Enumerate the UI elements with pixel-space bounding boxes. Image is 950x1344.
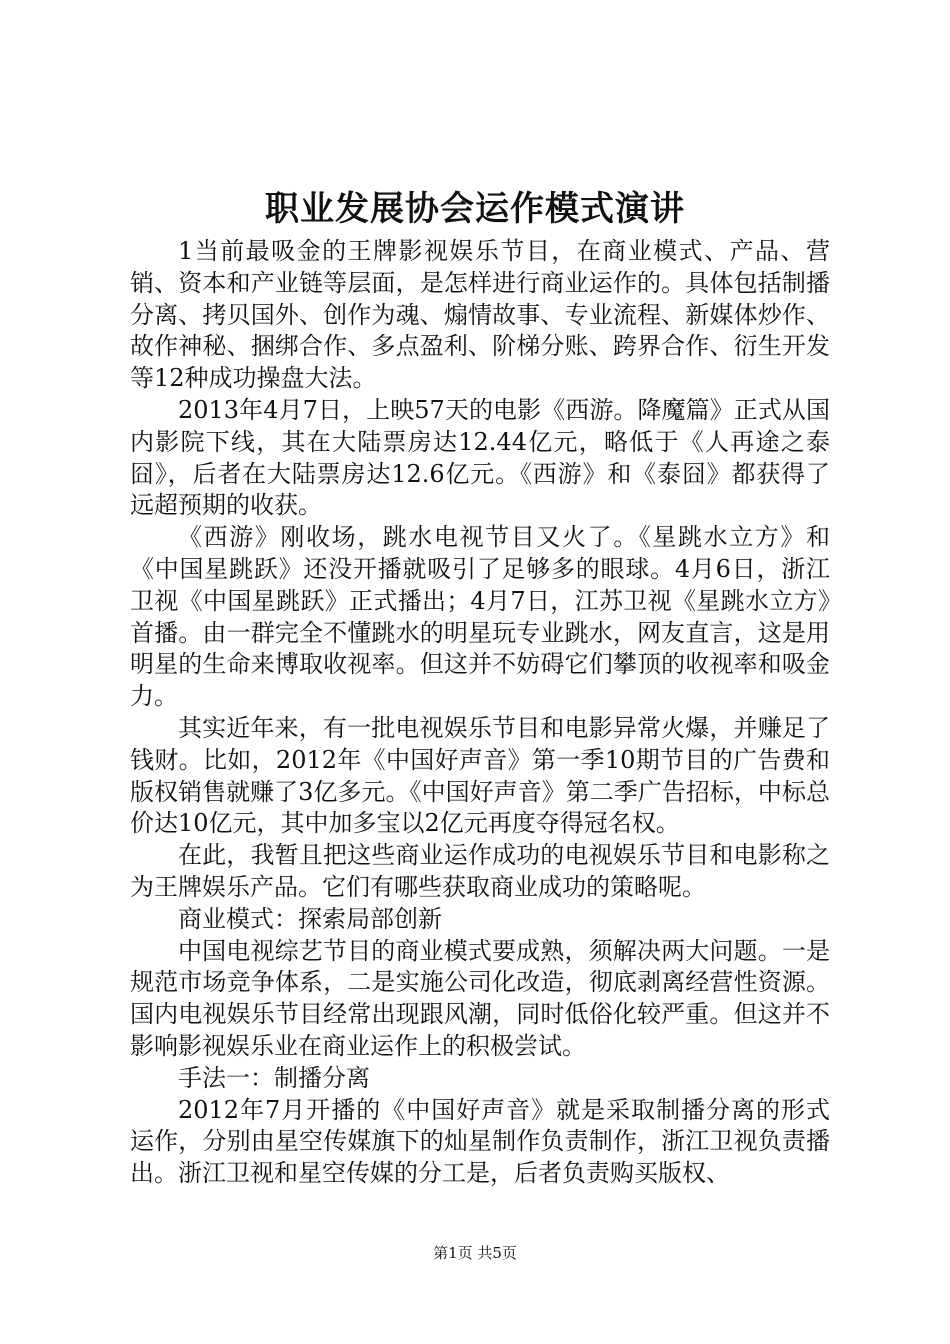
paragraph: 2013年4月7日，上映57天的电影《西游。降魔篇》正式从国内影院下线，其在大陆票房达12.44亿元，略低于《人再途之泰囧》，后者在大陆票房达12.6亿元。《西游》和《泰囧》都获得了远超预期的收获。	[130, 395, 830, 520]
section-heading: 手法一：制播分离	[178, 1063, 370, 1092]
paragraph: 其实近年来，有一批电视娱乐节目和电影异常火爆，并赚足了钱财。比如，2012年《中国好声音》第一季10期节目的广告费和版权销售就赚了3亿多元。《中国好声音》第二季广告招标，中标总价达10亿元，其中加多宝以2亿元再度夺得冠名权。	[130, 713, 830, 838]
paragraph: 中国电视综艺节目的商业模式要成熟，须解决两大问题。一是规范市场竞争体系，二是实施公司化改造，彻底剥离经营性资源。国内电视娱乐节目经常出现跟风潮，同时低俗化较严重。但这并不影响影视娱乐业在商业运作上的积极尝试。	[130, 936, 830, 1060]
paragraph: 在此，我暂且把这些商业运作成功的电视娱乐节目和电影称之为王牌娱乐产品。它们有哪些获取商业成功的策略呢。	[130, 841, 830, 901]
section-heading: 商业模式：探索局部创新	[178, 904, 442, 933]
paragraph: 《西游》刚收场，跳水电视节目又火了。《星跳水立方》和《中国星跳跃》还没开播就吸引了足够多的眼球。4月6日，浙江卫视《中国星跳跃》正式播出；4月7日，江苏卫视《星跳水立方》首播。由一群完全不懂跳水的明星玩专业跳水，网友直言，这是用明星的生命来博取收视率。但这并不妨碍它们攀顶的收视率和吸金力。	[130, 523, 830, 711]
page-footer: 第1页 共5页	[433, 1244, 517, 1262]
paragraph: 1当前最吸金的王牌影视娱乐节目，在商业模式、产品、营销、资本和产业链等层面，是怎样进行商业运作的。具体包括制播分离、拷贝国外、创作为魂、煽情故事、专业流程、新媒体炒作、故作神秘、捆绑合作、多点盈利、阶梯分账、跨界合作、衍生开发等12种成功操盘大法。	[130, 237, 830, 393]
paragraph: 2012年7月开播的《中国好声音》就是采取制播分离的形式运作，分别由星空传媒旗下的灿星制作负责制作，浙江卫视负责播出。浙江卫视和星空传媒的分工是，后者负责购买版权、	[130, 1095, 830, 1188]
document-body	[130, 236, 830, 1190]
document-title: 职业发展协会运作模式演讲	[265, 189, 685, 229]
